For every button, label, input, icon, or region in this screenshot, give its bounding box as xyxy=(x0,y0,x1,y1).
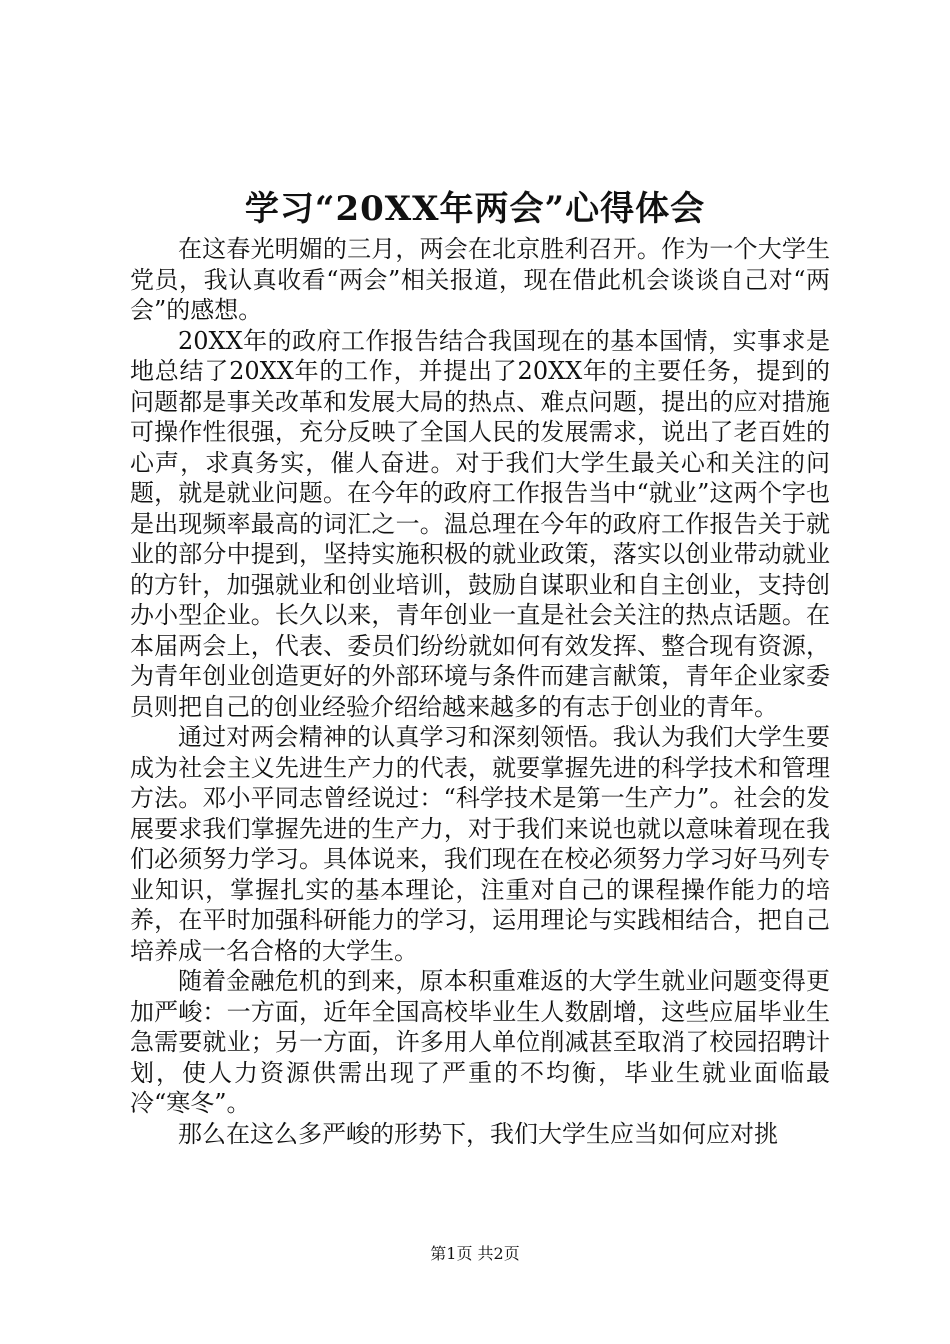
page-number-footer: 第1页 共2页 xyxy=(430,1244,520,1263)
paragraph-4: 随着金融危机的到来，原本积重难返的大学生就业问题变得更加严峻：一方面，近年全国高校毕业生人数剧增，这些应届毕业生急需要就业；另一方面，许多用人单位削减甚至取消了校园招聘计划，使人力资源供需出现了严重的不均衡，毕业生就业面临最冷“寒冬”。 xyxy=(130,967,830,1117)
paragraph-3: 通过对两会精神的认真学习和深刻领悟。我认为我们大学生要成为社会主义先进生产力的代表，就要掌握先进的科学技术和管理方法。邓小平同志曾经说过：“科学技术是第一生产力”。社会的发展要求我们掌握先进的生产力，对于我们来说也就以意味着现在我们必须努力学习。具体说来，我们现在在校必须努力学习好马列专业知识，掌握扎实的基本理论，注重对自己的课程操作能力的培养，在平时加强科研能力的学习，运用理论与实践相结合，把自己培养成一名合格的大学生。 xyxy=(130,723,830,965)
paragraph-5: 那么在这么多严峻的形势下，我们大学生应当如何应对挑 xyxy=(178,1119,778,1148)
document-title: 学习“20XX年两会”心得体会 xyxy=(244,189,706,229)
paragraph-1: 在这春光明媚的三月，两会在北京胜利召开。作为一个大学生党员，我认真收看“两会”相关报道，现在借此机会谈谈自己对“两会”的感想。 xyxy=(130,235,830,324)
paragraph-2: 20XX年的政府工作报告结合我国现在的基本国情，实事求是地总结了20XX年的工作，并提出了20XX年的主要任务，提到的问题都是事关改革和发展大局的热点、难点问题，提出的应对措施可操作性很强，充分反映了全国人民的发展需求，说出了老百姓的心声，求真务实，催人奋进。对于我们大学生最关心和关注的问题，就是就业问题。在今年的政府工作报告当中“就业”这两个字也是出现频率最高的词汇之一。温总理在今年的政府工作报告关于就业的部分中提到，坚持实施积极的就业政策，落实以创业带动就业的方针，加强就业和创业培训，鼓励自谋职业和自主创业，支持创办小型企业。长久以来，青年创业一直是社会关注的热点话题。在本届两会上，代表、委员们纷纷就如何有效发挥、整合现有资源，为青年创业创造更好的外部环境与条件而建言献策，青年企业家委员则把自己的创业经验介绍给越来越多的有志于创业的青年。 xyxy=(130,326,830,721)
document-body xyxy=(130,234,830,1149)
